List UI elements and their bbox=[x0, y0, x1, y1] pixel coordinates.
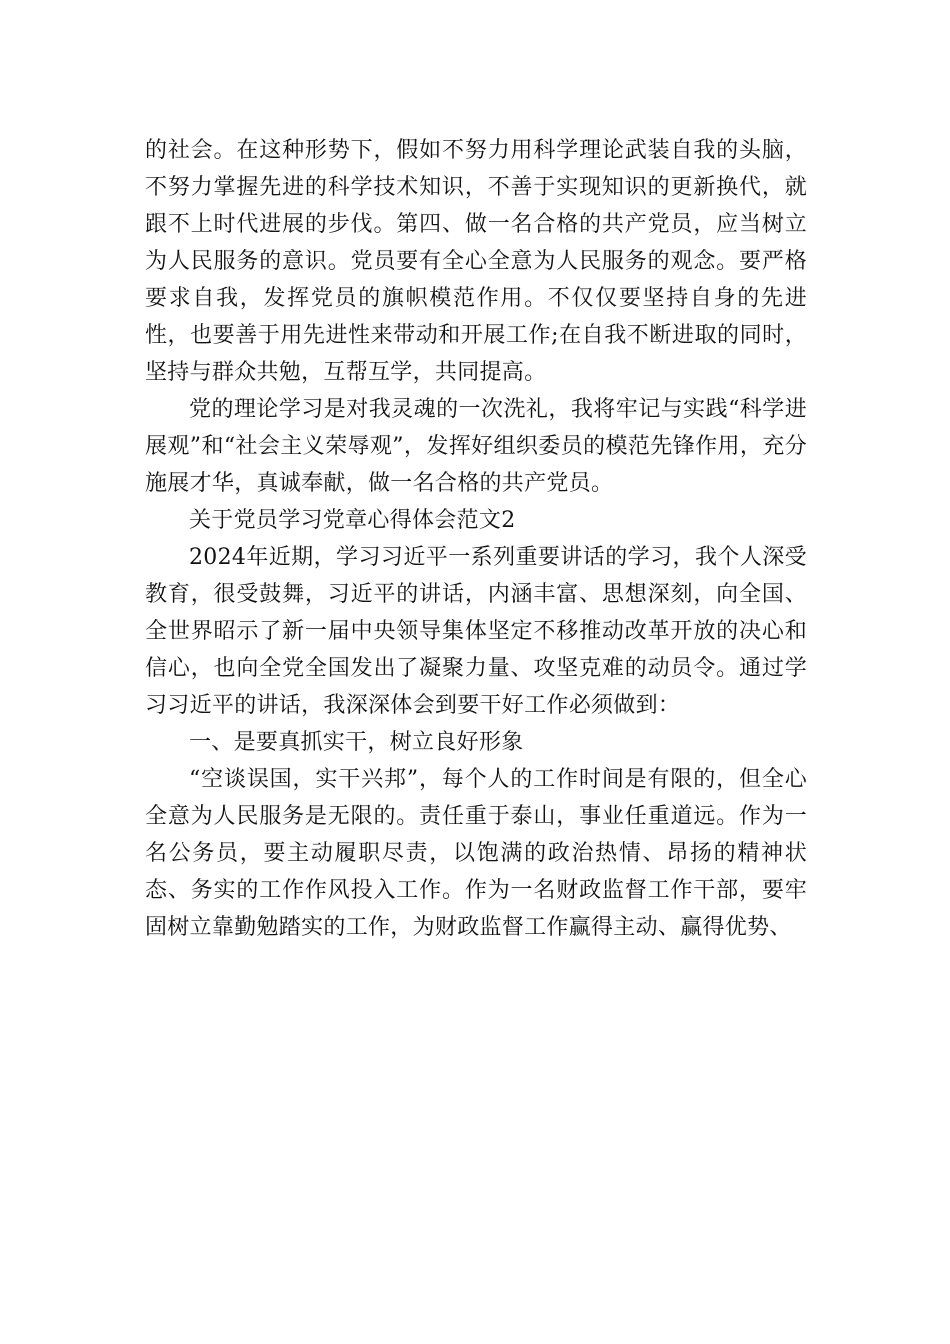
paragraph-4: “空谈误国，实干兴邦”，每个人的工作时间是有限的，但全心全意为人民服务是无限的。责任重于泰山，事业任重道远。作为一名公务员，要主动履职尽责，以饱满的政治热情、昂扬的精神状态、务实的工作作风投入工作。作为一名财政监督工作干部，要牢固树立靠勤勉踏实的工作，为财政监督工作赢得主动、赢得优势、 bbox=[145, 767, 807, 940]
paragraph-2: 党的理论学习是对我灵魂的一次洗礼，我将牢记与实践“科学进展观”和“社会主义荣辱观”，发挥好组织委员的模范先锋作用，充分施展才华，真诚奉献，做一名合格的共产党员。 bbox=[145, 397, 807, 496]
document-body bbox=[145, 132, 807, 946]
paragraph-3: 2024年近期，学习习近平一系列重要讲话的学习，我个人深受教育，很受鼓舞，习近平的讲话，内涵丰富、思想深刻，向全国、全世界昭示了新一届中央领导集体坚定不移推动改革开放的决心和信心，也向全党全国发出了凝聚力量、攻坚克难的动员令。通过学习习近平的讲话，我深深体会到要干好工作必须做到： bbox=[145, 545, 807, 718]
paragraph-1: 的社会。在这种形势下，假如不努力用科学理论武装自我的头脑，不努力掌握先进的科学技术知识，不善于实现知识的更新换代，就跟不上时代进展的步伐。第四、做一名合格的共产党员，应当树立为人民服务的意识。党员要有全心全意为人民服务的观念。要严格要求自我，发挥党员的旗帜模范作用。不仅仅要坚持自身的先进性，也要善于用先进性来带动和开展工作;在自我不断进取的同时，坚持与群众共勉，互帮互学，共同提高。 bbox=[145, 138, 807, 385]
section-heading-1: 一、是要真抓实干，树立良好形象 bbox=[189, 730, 524, 755]
section-title: 关于党员学习党章心得体会范文2 bbox=[189, 508, 516, 533]
